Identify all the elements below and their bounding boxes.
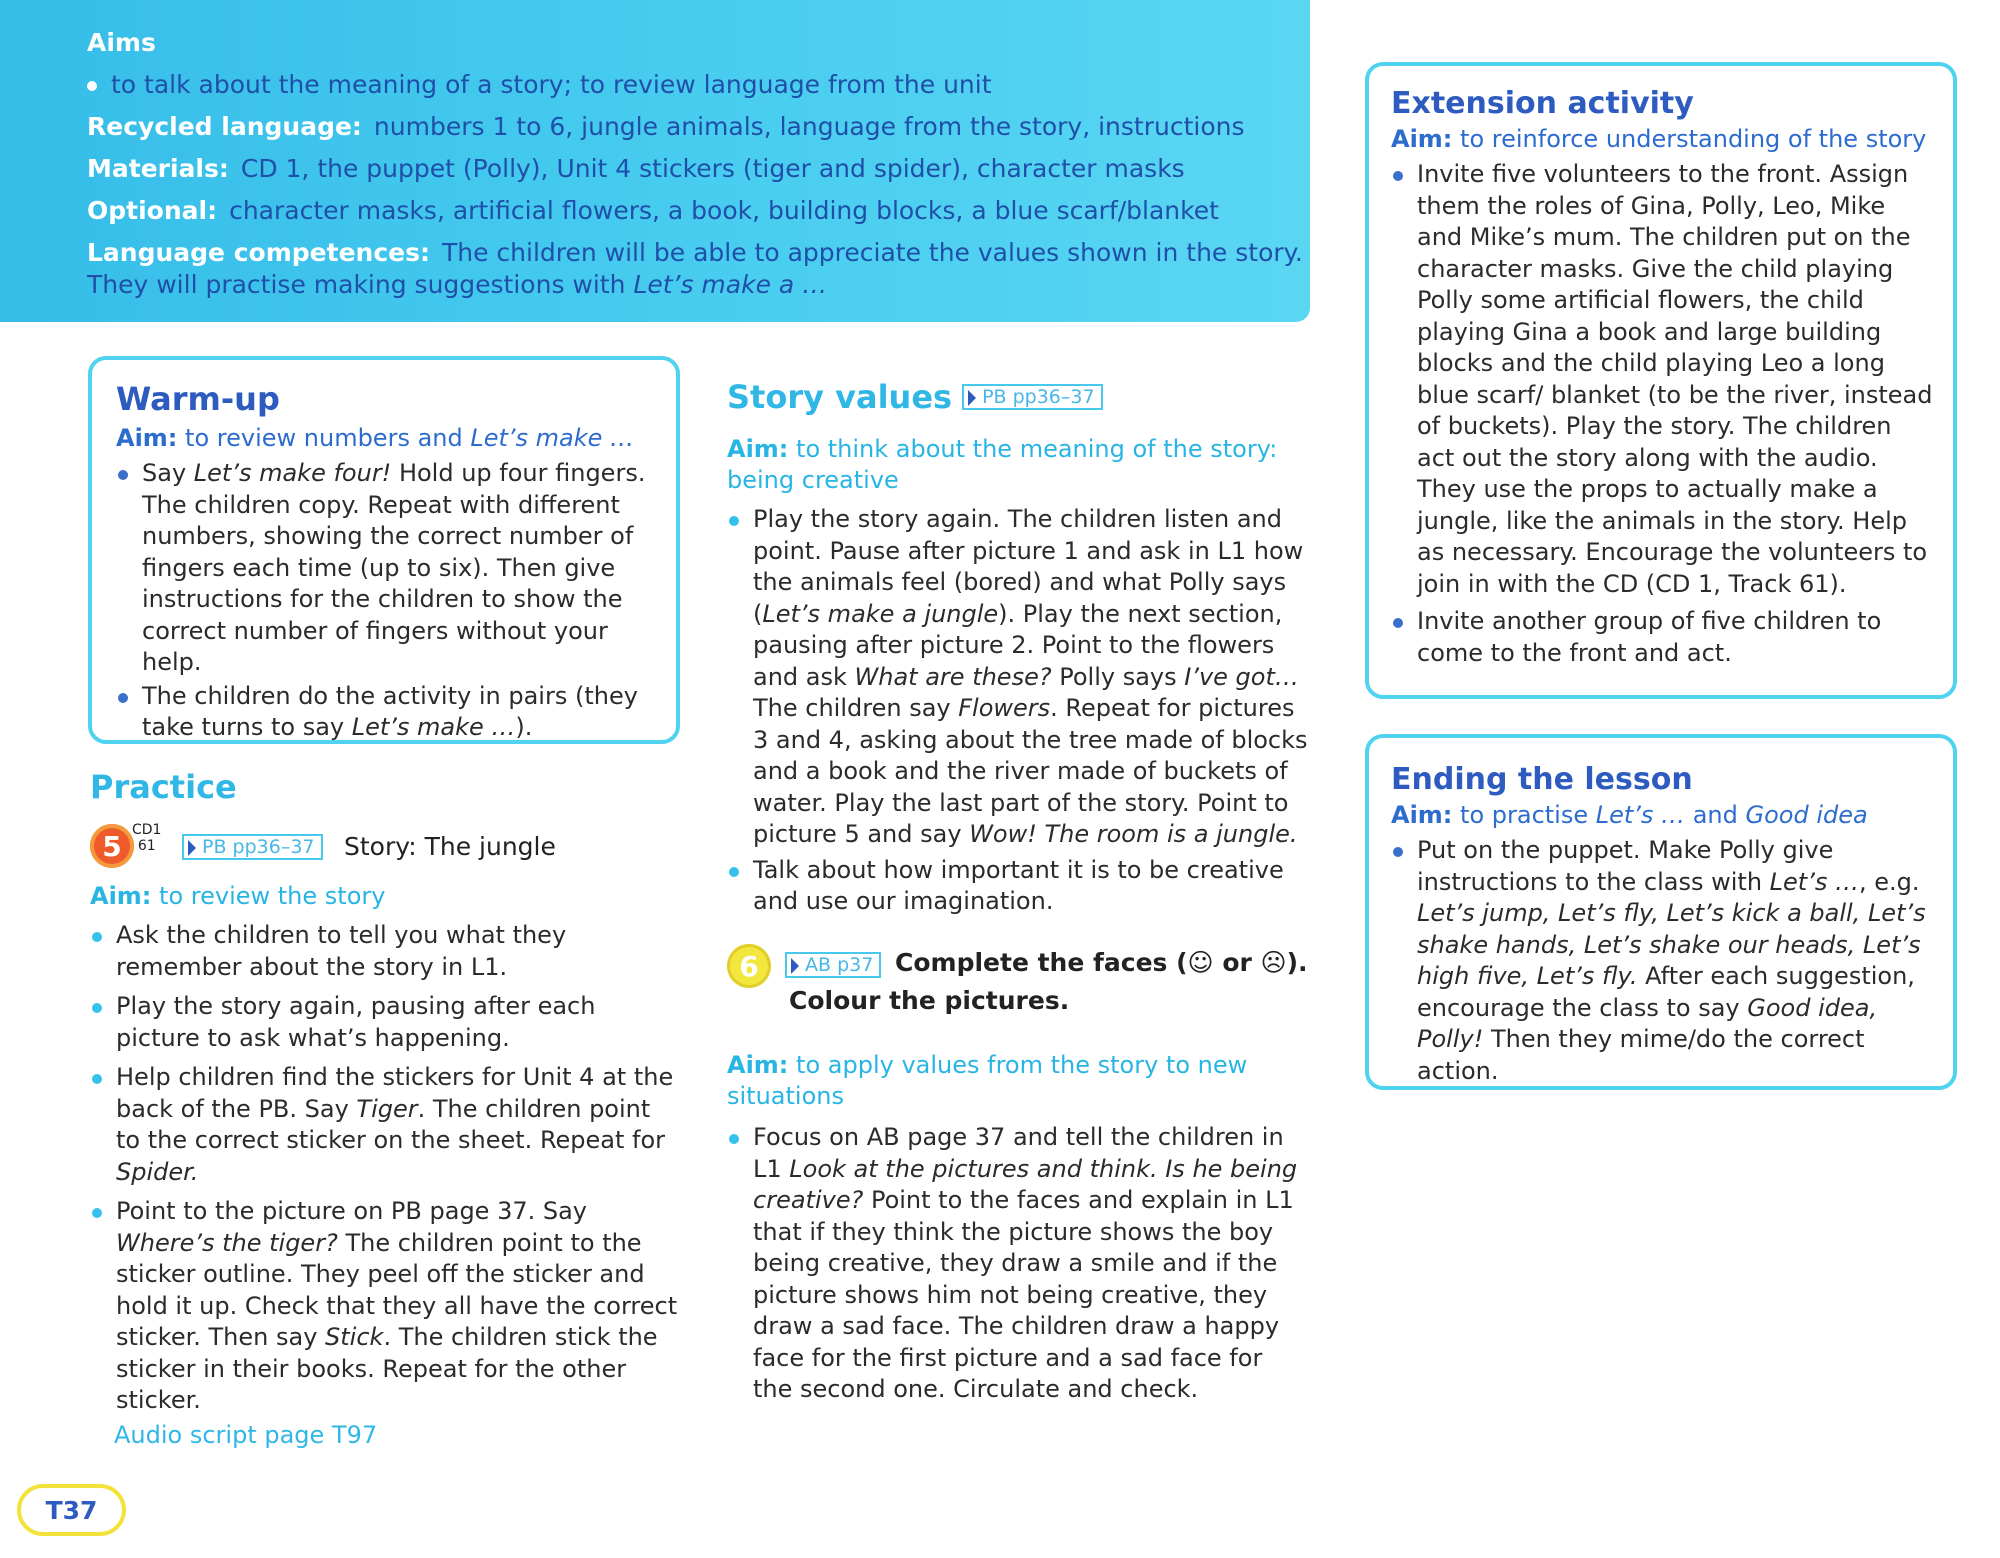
warmup-list: [116, 458, 654, 744]
aims-heading: Aims: [87, 28, 156, 57]
bullet-icon: [87, 81, 97, 91]
warmup-box: [88, 356, 680, 744]
ab-reference-tag: AB p37: [785, 952, 881, 978]
activity6-header: [727, 940, 1317, 1032]
warmup-aim: Aim: to review numbers and Let’s make …: [116, 424, 635, 452]
extension-box: [1365, 62, 1957, 699]
ending-box: [1365, 734, 1957, 1090]
activity-number-badge: 6: [727, 944, 771, 988]
extension-aim: Aim: to reinforce understanding of the story: [1391, 125, 1927, 153]
practice-aim: Aim: to review the story: [90, 882, 386, 910]
page-number: T37: [17, 1484, 126, 1536]
play-icon: [791, 958, 799, 974]
practice-title: Practice: [90, 768, 237, 806]
list-item: Help children find the stickers for Unit 4 at the back of the PB. Say Tiger. The children point to the correct sticker on the sheet. Repeat for Spider.: [90, 1062, 680, 1188]
play-icon: [188, 840, 196, 856]
pb-reference-tag: PB pp36–37: [962, 384, 1103, 410]
activity5-header: [90, 820, 690, 874]
story-values-title: Story values: [727, 378, 953, 416]
extension-list: [1391, 159, 1935, 669]
audio-script-link[interactable]: Audio script page T97: [114, 1420, 378, 1449]
list-item: Focus on AB page 37 and tell the children in L1 Look at the pictures and think. Is he being creative? Point to the faces and explain in L1 that if they think the picture shows the boy being creative, they draw a smile and if the picture shows him not being creative, they draw a sad face. The children draw a happy face for the first picture and a sad face for the second one. Circulate and check.: [727, 1122, 1307, 1406]
activity6-title-line2: Colour the pictures.: [789, 986, 1070, 1015]
cd-track-icon: CD1 61: [132, 822, 162, 854]
warmup-title: Warm-up: [116, 380, 280, 418]
list-item: Say Let’s make four! Hold up four fingers. The children copy. Repeat with different numbers, showing the correct number of fingers each time (up to six). Then give instructions for the children to show the correct number of fingers without your help.: [116, 458, 654, 679]
pb-reference-tag: PB pp36–37: [182, 834, 323, 860]
story-values-aim: Aim: to think about the meaning of the story: being creative: [727, 435, 1278, 494]
language-competences: Language competences: The children will be able to appreciate the values shown in the story.: [87, 238, 1303, 267]
ending-aim: Aim: to practise Let’s … and Good idea: [1391, 801, 1868, 829]
list-item: Ask the children to tell you what they remember about the story in L1.: [90, 920, 680, 983]
activity5-title: Story: The jungle: [344, 832, 556, 861]
recycled-language: Recycled language: numbers 1 to 6, jungle animals, language from the story, instructions: [87, 112, 1245, 141]
ending-title: Ending the lesson: [1391, 762, 1693, 797]
extension-title: Extension activity: [1391, 86, 1694, 121]
ending-list: [1391, 835, 1935, 1087]
language-competences-line2: They will practise making suggestions with Let’s make a …: [87, 270, 828, 299]
materials: Materials: CD 1, the puppet (Polly), Unit 4 stickers (tiger and spider), character masks: [87, 154, 1185, 183]
smile-face-icon: ☺: [1187, 948, 1214, 977]
activity6-list: [727, 1122, 1307, 1406]
list-item: Talk about how important it is to be creative and use our imagination.: [727, 855, 1317, 918]
aims-item: to talk about the meaning of a story; to review language from the unit: [87, 70, 992, 99]
practice-list: [90, 920, 680, 1417]
practice-section: [90, 768, 690, 1449]
activity6-aim: Aim: to apply values from the story to new situations: [727, 1051, 1248, 1110]
story-values-header: [727, 378, 1317, 416]
story-values-list: [727, 504, 1317, 918]
list-item: Play the story again. The children listen and point. Pause after picture 1 and ask in L1 how the animals feel (bored) and what Polly says (Let’s make a jungle). Play the next section, pausing after picture 2. Point to the flowers and ask What are these? Polly says I’ve got… The children say Flowers. Repeat for pictures 3 and 4, asking about the tree made of blocks and a book and the river made of buckets of water. Play the last part of the story. Point to picture 5 and say Wow! The room is a jungle.: [727, 504, 1317, 851]
story-values-section: [727, 378, 1317, 920]
play-icon: [968, 390, 976, 406]
list-item: The children do the activity in pairs (they take turns to say Let’s make …).: [116, 681, 654, 744]
sad-face-icon: ☹: [1260, 948, 1287, 977]
list-item: Invite another group of five children to come to the front and act.: [1391, 606, 1935, 669]
list-item: Point to the picture on PB page 37. Say Where’s the tiger? The children point to the sticker outline. They peel off the sticker and hold it up. Check that they all have the correct sticker. Then say Stick. The children stick the sticker in their books. Repeat for the other sticker.: [90, 1196, 680, 1417]
activity6-title: Complete the faces (☺ or ☹).: [895, 948, 1308, 977]
list-item: Put on the puppet. Make Polly give instructions to the class with Let’s …, e.g. Let’s jump, Let’s fly, Let’s kick a ball, Let’s shake hands, Let’s shake our heads, Let’s high five, Let’s fly. After each suggestion, encourage the class to say Good idea, Polly! Then they mime/do the correct action.: [1391, 835, 1935, 1087]
header-band: [0, 0, 1310, 322]
optional: Optional: character masks, artificial flowers, a book, building blocks, a blue scarf/blanket: [87, 196, 1219, 225]
list-item: Play the story again, pausing after each picture to ask what’s happening.: [90, 991, 680, 1054]
activity-number-badge: 5: [90, 824, 134, 868]
activity6-section: [727, 940, 1317, 1408]
list-item: Invite five volunteers to the front. Assign them the roles of Gina, Polly, Leo, Mike and Mike’s mum. The children put on the character masks. Give the child playing Polly some artificial flowers, the child playing Gina a book and large building blocks and the child playing Leo a long blue scarf/ blanket (to be the river, instead of buckets). Play the story. The children act out the story along with the audio. They use the props to actually make a jungle, like the animals in the story. Help as necessary. Encourage the volunteers to join in with the CD (CD 1, Track 61).: [1391, 159, 1935, 600]
